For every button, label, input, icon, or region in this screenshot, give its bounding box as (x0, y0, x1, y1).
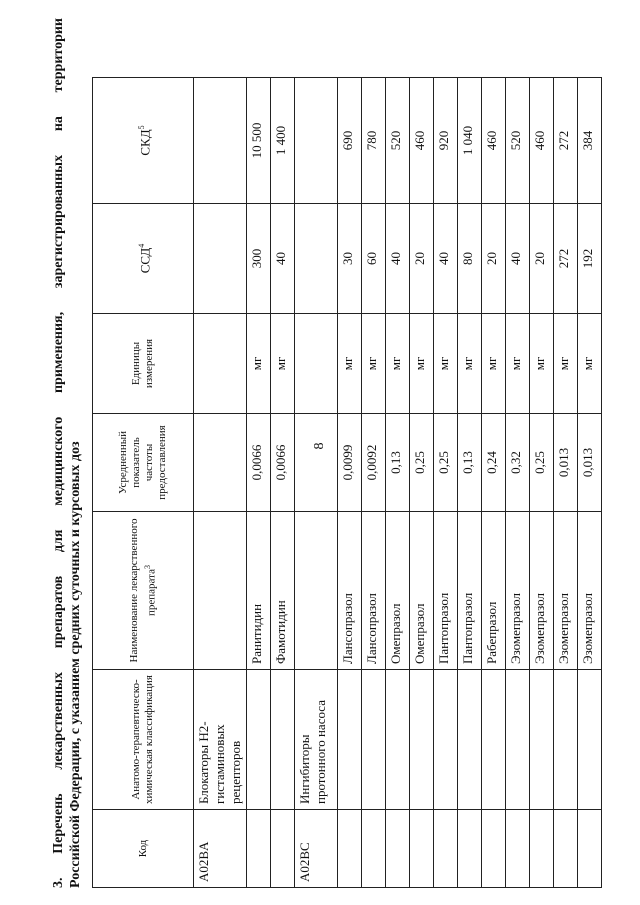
cell-ssd (194, 204, 247, 314)
cell-skd: 1 400 (271, 78, 295, 204)
cell-ssd: 40 (434, 204, 458, 314)
cell-frequency (295, 414, 338, 512)
cell-drug: Лансопразол (362, 512, 386, 670)
cell-ssd: 272 (554, 204, 578, 314)
cell-ssd: 20 (410, 204, 434, 314)
cell-ssd: 192 (578, 204, 602, 314)
cell-atc (554, 670, 578, 810)
cell-frequency: 0,25 (530, 414, 554, 512)
cell-unit: мг (482, 314, 506, 414)
cell-code (434, 810, 458, 888)
table-row (530, 78, 554, 888)
table-row (386, 78, 410, 888)
cell-ssd (295, 204, 338, 314)
table-row (554, 78, 578, 888)
cell-skd (295, 78, 338, 204)
cell-code (482, 810, 506, 888)
cell-atc: Блокаторы H2-гистаминовых рецепторов (194, 670, 247, 810)
cell-code: A02BC (295, 810, 338, 888)
cell-code (271, 810, 295, 888)
cell-drug: Эзомепразол (530, 512, 554, 670)
cell-code (530, 810, 554, 888)
cell-unit: мг (338, 314, 362, 414)
cell-skd: 384 (578, 78, 602, 204)
cell-code (247, 810, 271, 888)
cell-atc (247, 670, 271, 810)
cell-skd (194, 78, 247, 204)
table-body (194, 78, 602, 888)
cell-ssd: 30 (338, 204, 362, 314)
cell-drug (194, 512, 247, 670)
cell-unit: мг (386, 314, 410, 414)
col-header-frequency: Усредненный показатель частоты предоставления (93, 414, 194, 512)
cell-skd: 520 (506, 78, 530, 204)
table-row (362, 78, 386, 888)
cell-frequency: 0,0066 (247, 414, 271, 512)
cell-unit: мг (434, 314, 458, 414)
cell-frequency: 0,0066 (271, 414, 295, 512)
cell-code (410, 810, 434, 888)
cell-ssd: 300 (247, 204, 271, 314)
table-row (578, 78, 602, 888)
cell-atc (338, 670, 362, 810)
cell-unit (295, 314, 338, 414)
cell-frequency: 0,13 (386, 414, 410, 512)
cell-ssd: 40 (506, 204, 530, 314)
cell-drug: Лансопразол (338, 512, 362, 670)
table-row (338, 78, 362, 888)
cell-frequency: 0,013 (578, 414, 602, 512)
heading-line-2: Российской Федерации, с указанием средних суточных и курсовых доз (68, 441, 83, 888)
cell-skd: 780 (362, 78, 386, 204)
cell-skd: 460 (482, 78, 506, 204)
cell-frequency: 0,0092 (362, 414, 386, 512)
col-header-atc: Анатомо-терапевтическо-химическая классификация (93, 670, 194, 810)
cell-drug: Пантопразол (434, 512, 458, 670)
cell-drug: Фамотидин (271, 512, 295, 670)
cell-frequency: 0,32 (506, 414, 530, 512)
drug-table (92, 77, 602, 888)
cell-drug: Эзомепразол (554, 512, 578, 670)
cell-unit: мг (530, 314, 554, 414)
table-row (506, 78, 530, 888)
cell-skd: 460 (410, 78, 434, 204)
cell-code (554, 810, 578, 888)
cell-atc (506, 670, 530, 810)
cell-atc (530, 670, 554, 810)
cell-ssd: 20 (530, 204, 554, 314)
cell-frequency: 0,24 (482, 414, 506, 512)
cell-frequency: 0,25 (410, 414, 434, 512)
cell-atc: Ингибиторы протонного насоса (295, 670, 338, 810)
cell-code (506, 810, 530, 888)
cell-atc (362, 670, 386, 810)
cell-unit: мг (458, 314, 482, 414)
cell-atc (482, 670, 506, 810)
cell-code: A02BA (194, 810, 247, 888)
cell-unit: мг (578, 314, 602, 414)
table-group-row (194, 78, 247, 888)
page-number: 8 (312, 442, 327, 450)
cell-unit: мг (506, 314, 530, 414)
rotated-page-content (50, 18, 610, 888)
cell-skd: 460 (530, 78, 554, 204)
table-row (410, 78, 434, 888)
cell-code (362, 810, 386, 888)
cell-unit (194, 314, 247, 414)
cell-skd: 1 040 (458, 78, 482, 204)
cell-drug: Омепразол (386, 512, 410, 670)
cell-skd: 920 (434, 78, 458, 204)
table-header-row (93, 78, 194, 888)
cell-frequency (194, 414, 247, 512)
cell-skd: 520 (386, 78, 410, 204)
col-header-skd: СКД$^5$ (93, 78, 194, 204)
cell-unit: мг (554, 314, 578, 414)
cell-ssd: 80 (458, 204, 482, 314)
cell-frequency: 0,13 (458, 414, 482, 512)
table-row (434, 78, 458, 888)
table-row (247, 78, 271, 888)
cell-atc (386, 670, 410, 810)
cell-code (386, 810, 410, 888)
col-header-unit: Единицы измерения (93, 314, 194, 414)
cell-unit: мг (410, 314, 434, 414)
cell-drug: Омепразол (410, 512, 434, 670)
cell-drug (295, 512, 338, 670)
cell-frequency: 0,0099 (338, 414, 362, 512)
cell-skd: 272 (554, 78, 578, 204)
cell-unit: мг (247, 314, 271, 414)
table-row (482, 78, 506, 888)
table-group-row (295, 78, 338, 888)
cell-frequency: 0,25 (434, 414, 458, 512)
heading-line-1: 3. Перечень лекарственных препаратов для медицинского применения, зарегистрированных на территории (51, 18, 66, 888)
cell-drug: Эзомепразол (506, 512, 530, 670)
cell-atc (578, 670, 602, 810)
cell-drug: Рабепразол (482, 512, 506, 670)
table-row (271, 78, 295, 888)
cell-ssd: 40 (386, 204, 410, 314)
cell-ssd: 60 (362, 204, 386, 314)
cell-code (578, 810, 602, 888)
cell-code (338, 810, 362, 888)
cell-unit: мг (362, 314, 386, 414)
cell-frequency: 0,013 (554, 414, 578, 512)
cell-drug: Пантопразол (458, 512, 482, 670)
section-heading (50, 18, 84, 888)
cell-atc (458, 670, 482, 810)
cell-atc (410, 670, 434, 810)
cell-skd: 690 (338, 78, 362, 204)
cell-ssd: 40 (271, 204, 295, 314)
cell-code (458, 810, 482, 888)
cell-unit: мг (271, 314, 295, 414)
col-header-drug: Наименование лекарственного препарата$^3$ (93, 512, 194, 670)
cell-skd: 10 500 (247, 78, 271, 204)
col-header-ssd: ССД$^4$ (93, 204, 194, 314)
cell-ssd: 20 (482, 204, 506, 314)
cell-drug: Эзомепразол (578, 512, 602, 670)
cell-atc (434, 670, 458, 810)
cell-drug: Ранитидин (247, 512, 271, 670)
table-row (458, 78, 482, 888)
col-header-code: Код (93, 810, 194, 888)
cell-atc (271, 670, 295, 810)
